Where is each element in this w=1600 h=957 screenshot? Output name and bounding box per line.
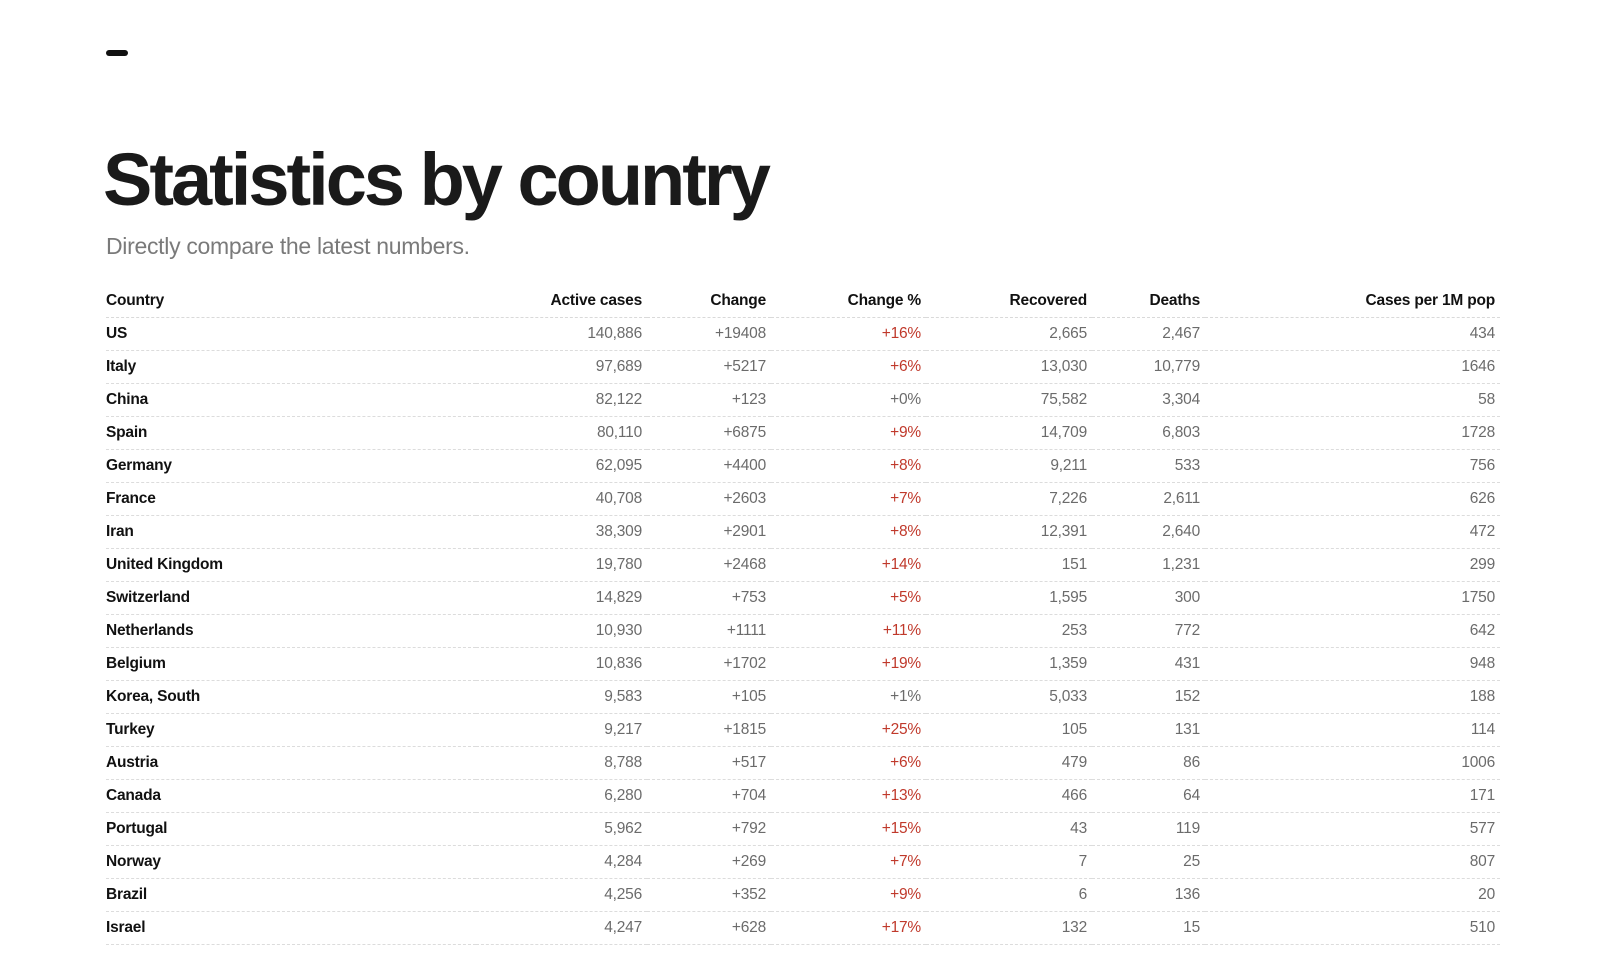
active-cases-cell: 4,247 bbox=[476, 911, 647, 944]
table-row[interactable] bbox=[106, 779, 1500, 812]
country-cell: France bbox=[106, 482, 476, 515]
country-cell: Turkey bbox=[106, 713, 476, 746]
change-percent-cell: +17% bbox=[771, 911, 926, 944]
table-row[interactable] bbox=[106, 746, 1500, 779]
cases-per-million-cell: 626 bbox=[1205, 482, 1500, 515]
change-cell: +792 bbox=[647, 812, 771, 845]
deaths-cell: 15 bbox=[1092, 911, 1205, 944]
table-row[interactable] bbox=[106, 581, 1500, 614]
recovered-cell: 6 bbox=[926, 878, 1092, 911]
table-row[interactable] bbox=[106, 614, 1500, 647]
cases-per-million-cell: 20 bbox=[1205, 878, 1500, 911]
active-cases-cell: 10,836 bbox=[476, 647, 647, 680]
deaths-cell: 136 bbox=[1092, 878, 1205, 911]
change-percent-cell: +13% bbox=[771, 779, 926, 812]
page-subtitle: Directly compare the latest numbers. bbox=[106, 233, 470, 259]
deaths-cell: 131 bbox=[1092, 713, 1205, 746]
table-row[interactable] bbox=[106, 482, 1500, 515]
deaths-cell: 152 bbox=[1092, 680, 1205, 713]
table-row[interactable] bbox=[106, 317, 1500, 350]
table-row[interactable] bbox=[106, 878, 1500, 911]
recovered-cell: 253 bbox=[926, 614, 1092, 647]
change-cell: +4400 bbox=[647, 449, 771, 482]
column-header-country[interactable]: Country bbox=[106, 285, 476, 317]
change-percent-cell: +25% bbox=[771, 713, 926, 746]
active-cases-cell: 9,583 bbox=[476, 680, 647, 713]
change-cell: +123 bbox=[647, 383, 771, 416]
active-cases-cell: 4,256 bbox=[476, 878, 647, 911]
deaths-cell: 772 bbox=[1092, 614, 1205, 647]
table-row[interactable] bbox=[106, 416, 1500, 449]
table-header bbox=[106, 285, 1500, 317]
country-cell: Portugal bbox=[106, 812, 476, 845]
change-cell: +19408 bbox=[647, 317, 771, 350]
change-percent-cell: +16% bbox=[771, 317, 926, 350]
recovered-cell: 5,033 bbox=[926, 680, 1092, 713]
column-header-active-cases[interactable]: Active cases bbox=[476, 285, 647, 317]
column-header-cases-per-million[interactable]: Cases per 1M pop bbox=[1205, 285, 1500, 317]
active-cases-cell: 6,280 bbox=[476, 779, 647, 812]
country-cell: Germany bbox=[106, 449, 476, 482]
cases-per-million-cell: 171 bbox=[1205, 779, 1500, 812]
table-row[interactable] bbox=[106, 350, 1500, 383]
change-cell: +753 bbox=[647, 581, 771, 614]
recovered-cell: 7 bbox=[926, 845, 1092, 878]
change-percent-cell: +9% bbox=[771, 878, 926, 911]
recovered-cell: 132 bbox=[926, 911, 1092, 944]
country-cell: Canada bbox=[106, 779, 476, 812]
deaths-cell: 2,611 bbox=[1092, 482, 1205, 515]
cases-per-million-cell: 58 bbox=[1205, 383, 1500, 416]
change-percent-cell: +9% bbox=[771, 416, 926, 449]
table-row[interactable] bbox=[106, 911, 1500, 944]
table-row[interactable] bbox=[106, 515, 1500, 548]
statistics-table bbox=[106, 285, 1500, 945]
active-cases-cell: 19,780 bbox=[476, 548, 647, 581]
active-cases-cell: 38,309 bbox=[476, 515, 647, 548]
logo-dash-icon[interactable] bbox=[106, 50, 128, 56]
change-cell: +1111 bbox=[647, 614, 771, 647]
country-cell: Israel bbox=[106, 911, 476, 944]
recovered-cell: 75,582 bbox=[926, 383, 1092, 416]
change-percent-cell: +7% bbox=[771, 482, 926, 515]
deaths-cell: 1,231 bbox=[1092, 548, 1205, 581]
deaths-cell: 2,640 bbox=[1092, 515, 1205, 548]
change-percent-cell: +19% bbox=[771, 647, 926, 680]
deaths-cell: 86 bbox=[1092, 746, 1205, 779]
table-row[interactable] bbox=[106, 680, 1500, 713]
table-row[interactable] bbox=[106, 449, 1500, 482]
recovered-cell: 466 bbox=[926, 779, 1092, 812]
cases-per-million-cell: 472 bbox=[1205, 515, 1500, 548]
active-cases-cell: 14,829 bbox=[476, 581, 647, 614]
recovered-cell: 1,595 bbox=[926, 581, 1092, 614]
active-cases-cell: 10,930 bbox=[476, 614, 647, 647]
cases-per-million-cell: 948 bbox=[1205, 647, 1500, 680]
deaths-cell: 10,779 bbox=[1092, 350, 1205, 383]
table-body bbox=[106, 317, 1500, 944]
recovered-cell: 14,709 bbox=[926, 416, 1092, 449]
change-cell: +6875 bbox=[647, 416, 771, 449]
change-percent-cell: +6% bbox=[771, 350, 926, 383]
change-cell: +628 bbox=[647, 911, 771, 944]
active-cases-cell: 40,708 bbox=[476, 482, 647, 515]
change-cell: +517 bbox=[647, 746, 771, 779]
recovered-cell: 43 bbox=[926, 812, 1092, 845]
country-cell: Switzerland bbox=[106, 581, 476, 614]
cases-per-million-cell: 1646 bbox=[1205, 350, 1500, 383]
table-row[interactable] bbox=[106, 845, 1500, 878]
cases-per-million-cell: 642 bbox=[1205, 614, 1500, 647]
table-header-row bbox=[106, 285, 1500, 317]
active-cases-cell: 4,284 bbox=[476, 845, 647, 878]
recovered-cell: 151 bbox=[926, 548, 1092, 581]
deaths-cell: 431 bbox=[1092, 647, 1205, 680]
country-cell: Italy bbox=[106, 350, 476, 383]
table-row[interactable] bbox=[106, 713, 1500, 746]
deaths-cell: 64 bbox=[1092, 779, 1205, 812]
country-cell: US bbox=[106, 317, 476, 350]
active-cases-cell: 97,689 bbox=[476, 350, 647, 383]
change-percent-cell: +8% bbox=[771, 515, 926, 548]
recovered-cell: 2,665 bbox=[926, 317, 1092, 350]
change-percent-cell: +0% bbox=[771, 383, 926, 416]
deaths-cell: 119 bbox=[1092, 812, 1205, 845]
country-cell: United Kingdom bbox=[106, 548, 476, 581]
change-cell: +352 bbox=[647, 878, 771, 911]
column-header-change-percent[interactable]: Change % bbox=[771, 285, 926, 317]
cases-per-million-cell: 299 bbox=[1205, 548, 1500, 581]
active-cases-cell: 80,110 bbox=[476, 416, 647, 449]
recovered-cell: 105 bbox=[926, 713, 1092, 746]
recovered-cell: 12,391 bbox=[926, 515, 1092, 548]
table-row[interactable] bbox=[106, 383, 1500, 416]
change-cell: +2603 bbox=[647, 482, 771, 515]
active-cases-cell: 62,095 bbox=[476, 449, 647, 482]
column-header-change[interactable]: Change bbox=[647, 285, 771, 317]
cases-per-million-cell: 434 bbox=[1205, 317, 1500, 350]
table-row[interactable] bbox=[106, 548, 1500, 581]
cases-per-million-cell: 756 bbox=[1205, 449, 1500, 482]
cases-per-million-cell: 807 bbox=[1205, 845, 1500, 878]
cases-per-million-cell: 510 bbox=[1205, 911, 1500, 944]
change-percent-cell: +8% bbox=[771, 449, 926, 482]
deaths-cell: 533 bbox=[1092, 449, 1205, 482]
change-cell: +2901 bbox=[647, 515, 771, 548]
cases-per-million-cell: 188 bbox=[1205, 680, 1500, 713]
change-cell: +269 bbox=[647, 845, 771, 878]
page-title: Statistics by country bbox=[103, 138, 768, 221]
country-cell: Netherlands bbox=[106, 614, 476, 647]
change-cell: +2468 bbox=[647, 548, 771, 581]
recovered-cell: 9,211 bbox=[926, 449, 1092, 482]
deaths-cell: 300 bbox=[1092, 581, 1205, 614]
country-cell: China bbox=[106, 383, 476, 416]
recovered-cell: 479 bbox=[926, 746, 1092, 779]
country-cell: Norway bbox=[106, 845, 476, 878]
country-cell: Korea, South bbox=[106, 680, 476, 713]
country-cell: Iran bbox=[106, 515, 476, 548]
change-cell: +5217 bbox=[647, 350, 771, 383]
change-percent-cell: +1% bbox=[771, 680, 926, 713]
cases-per-million-cell: 1006 bbox=[1205, 746, 1500, 779]
active-cases-cell: 5,962 bbox=[476, 812, 647, 845]
change-cell: +704 bbox=[647, 779, 771, 812]
deaths-cell: 6,803 bbox=[1092, 416, 1205, 449]
change-cell: +1702 bbox=[647, 647, 771, 680]
country-cell: Spain bbox=[106, 416, 476, 449]
recovered-cell: 13,030 bbox=[926, 350, 1092, 383]
change-percent-cell: +5% bbox=[771, 581, 926, 614]
column-header-deaths[interactable]: Deaths bbox=[1092, 285, 1205, 317]
deaths-cell: 3,304 bbox=[1092, 383, 1205, 416]
country-cell: Belgium bbox=[106, 647, 476, 680]
country-cell: Austria bbox=[106, 746, 476, 779]
cases-per-million-cell: 1728 bbox=[1205, 416, 1500, 449]
active-cases-cell: 82,122 bbox=[476, 383, 647, 416]
deaths-cell: 2,467 bbox=[1092, 317, 1205, 350]
cases-per-million-cell: 114 bbox=[1205, 713, 1500, 746]
cases-per-million-cell: 1750 bbox=[1205, 581, 1500, 614]
column-header-recovered[interactable]: Recovered bbox=[926, 285, 1092, 317]
deaths-cell: 25 bbox=[1092, 845, 1205, 878]
active-cases-cell: 8,788 bbox=[476, 746, 647, 779]
change-percent-cell: +6% bbox=[771, 746, 926, 779]
active-cases-cell: 140,886 bbox=[476, 317, 647, 350]
recovered-cell: 7,226 bbox=[926, 482, 1092, 515]
change-percent-cell: +15% bbox=[771, 812, 926, 845]
country-cell: Brazil bbox=[106, 878, 476, 911]
table-row[interactable] bbox=[106, 812, 1500, 845]
active-cases-cell: 9,217 bbox=[476, 713, 647, 746]
change-percent-cell: +11% bbox=[771, 614, 926, 647]
change-cell: +1815 bbox=[647, 713, 771, 746]
change-percent-cell: +7% bbox=[771, 845, 926, 878]
change-percent-cell: +14% bbox=[771, 548, 926, 581]
table-row[interactable] bbox=[106, 647, 1500, 680]
cases-per-million-cell: 577 bbox=[1205, 812, 1500, 845]
change-cell: +105 bbox=[647, 680, 771, 713]
recovered-cell: 1,359 bbox=[926, 647, 1092, 680]
